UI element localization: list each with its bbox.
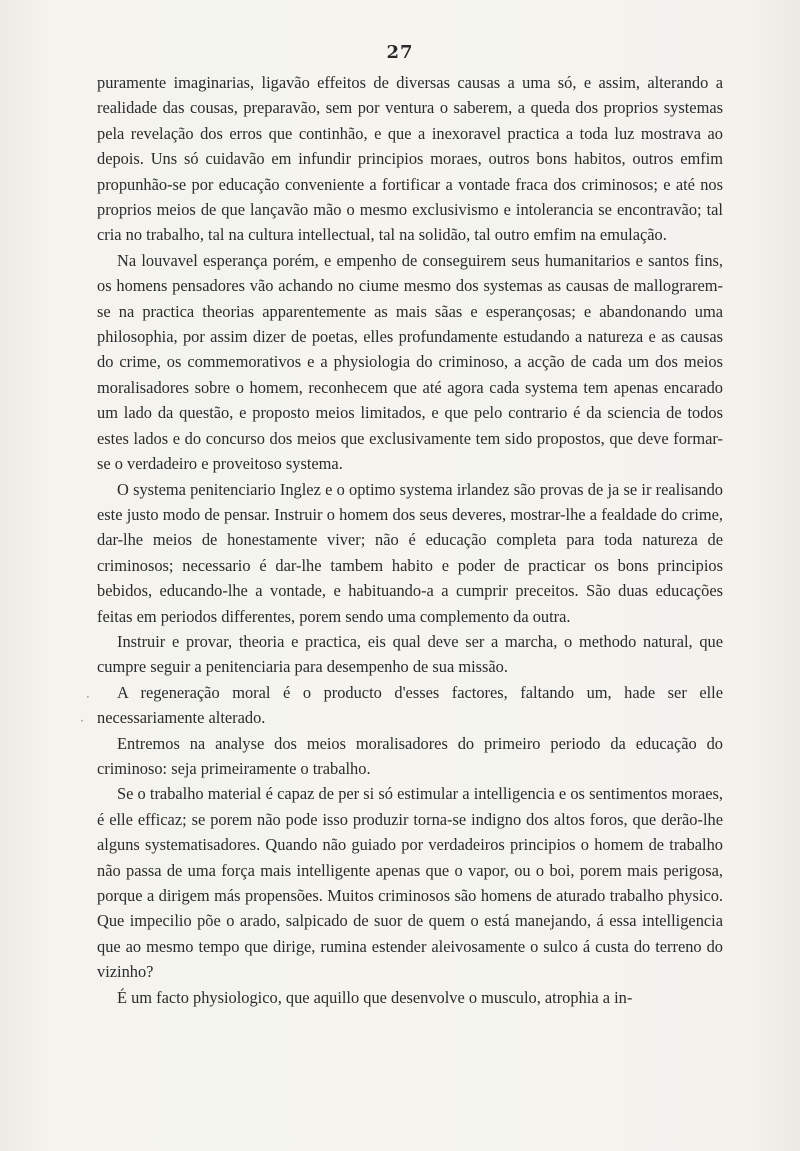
margin-mark-2: ·	[80, 714, 84, 728]
paragraph-1: puramente imaginarias, ligavão effeitos de diversas causas a uma só, e assim, alterando a realidade das cousas, preparavão, sem por ventura o saberem, a queda dos proprios systemas pela revelação dos erros que continhão, e que a inexoravel practica a toda luz mostrava ao depois. Uns só cuidavão em infundir principios moraes, outros bons habitos, outros emfim propunhão-se por educação conveniente a fortificar a vontade fraca dos criminosos; e até nos proprios meios de que lançavão mão o mesmo exclusivismo e intolerancia se encontravão; tal cria no trabalho, tal na cultura intellectual, tal na solidão, tal outro emfim na emulação.	[97, 73, 723, 245]
paragraph-8: É um facto physiologico, que aquillo que desenvolve o musculo, atrophia a in-	[117, 987, 633, 1007]
paragraph-3: O systema penitenciario Inglez e o optimo systema irlandez são provas de ja se ir realisando este justo modo de pensar. Instruir o homem dos seus deveres, mostrar-lhe a fealdade do crime, dar-lhe meios de honestamente viver; não é educação completa para toda natureza de criminosos; necessario é dar-lhe tambem habito e poder de practicar os bons principios bebidos, educando-lhe a vontade, e habituando-a a cumprir preceitos. São duas educações feitas em periodos differentes, porem sendo uma complemento da outra.	[97, 479, 723, 626]
page-number: 27	[386, 42, 414, 63]
body-text	[97, 70, 723, 1010]
paragraph-6: Entremos na analyse dos meios moralisadores do primeiro periodo da educação do criminoso: seja primeiramente o trabalho.	[97, 733, 723, 778]
paragraph-5: A regeneração moral é o producto d'esses factores, faltando um, hade ser elle necessariamente alterado.	[97, 682, 723, 728]
paragraph-2: Na louvavel esperança porém, e empenho de conseguirem seus humanitarios e santos fins, os homens pensadores vão achando no ciume mesmo dos systemas as causas de mallograrem-se na practica theorias apparentemente as mais sãas e esperançosas; e abandonando uma philosophia, por assim dizer de poetas, elles profundamente estudando a natureza e as causas do crime, os commemorativos e a physiologia do criminoso, a acção de cada um dos meios moralisadores sobre o homem, reconhecem que até agora cada systema tem apenas encarado um lado da questão, e proposto meios limitados, e que pelo contrario é da sciencia de todos estes lados e do concurso dos meios que exclusivamente tem sido propostos, que deve formar-se o verdadeiro e proveitoso systema.	[97, 250, 723, 474]
paragraph-7: Se o trabalho material é capaz de per si só estimular a intelligencia e os sentimentos moraes, é elle efficaz; se porem não pode isso produzir torna-se indigno dos altos foros, que derão-lhe alguns systematisadores. Quando não guiado por verdadeiros principios o homem de trabalho não passa de uma força mais intelligente apenas que o vapor, ou o boi, porem mais perigosa, porque a dirigem más propensões. Muitos criminosos são homens de aturado trabalho physico. Que impecilio põe o arado, salpicado de suor de quem o está manejando, á essa intelligencia que ao mesmo tempo que dirige, rumina estender aleivosamente o sulco á custa do terreno do vizinho?	[97, 784, 723, 982]
paragraph-4: Instruir e provar, theoria e practica, eis qual deve ser a marcha, o methodo natural, que cumpre seguir a penitenciaria para desempenho de sua missão.	[97, 631, 723, 677]
margin-mark-1: ·	[86, 690, 90, 704]
